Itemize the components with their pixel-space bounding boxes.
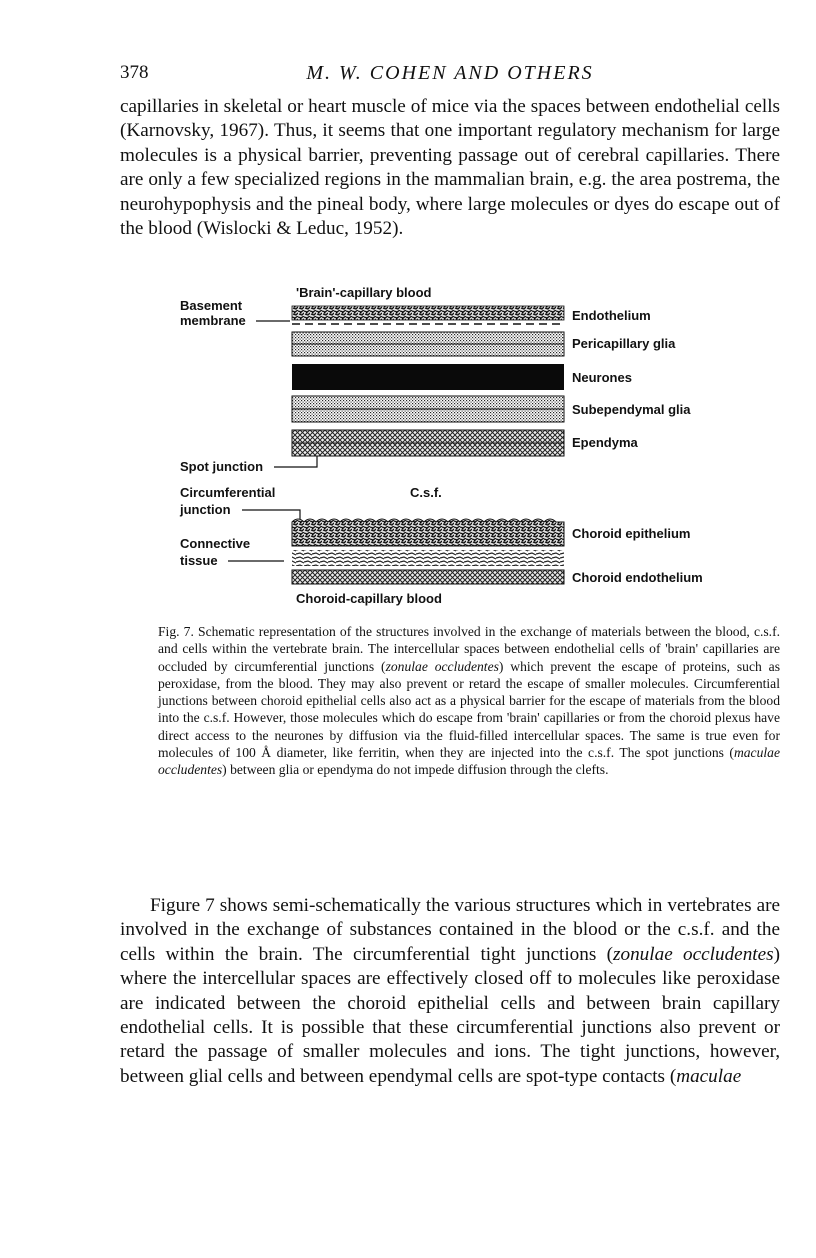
choroid-endothelium-label: Choroid endothelium — [572, 570, 703, 585]
basement-label-1: Basement — [180, 298, 243, 313]
caption-text-1: Fig. 7. Schematic representation of the structures involved in the exchange of materials between the blood, c.s.f. and cells within the vertebrate brain. The intercellular spaces between endothelial cells of 'brain' capillaries are occluded by circumferential junctions ( — [158, 624, 780, 674]
csf-label: C.s.f. — [410, 485, 442, 500]
pericapillary-glia-label: Pericapillary glia — [572, 336, 676, 351]
endothelium-label: Endothelium — [572, 308, 651, 323]
para2-text-2: ) where the intercellular spaces are effectively closed off to molecules like peroxidase are indicated between the choroid epithelial cells and between brain capillary endothelial cells. It is possible that these circumferential junctions also prevent or retard the passage of smaller molecules and ions. The tight junctions, however, between glial cells and between ependymal cells are spot-type contacts ( — [120, 943, 781, 1087]
choroid-epithelium-layer — [292, 519, 564, 546]
choroid-capillary-blood-label: Choroid-capillary blood — [296, 591, 442, 606]
caption-text-2: ) which prevent the escape of proteins, such as peroxidase, from the blood. They may also prevent or retard the escape of smaller molecules. Circumferential junctions between choroid epithelial cells also act as a physical barrier for the escape of materials from the blood into the c.s.f. However, those molecules which do escape from 'brain' capillaries or from the choroid plexus have direct access to the neurones by diffusion via the fluid-filled intercellular spaces. The same is true even for molecules of 100 Å diameter, like ferritin, when they are injected into the c.s.f. The spot junctions ( — [158, 658, 780, 761]
ependyma-layer — [292, 430, 564, 456]
body-paragraph-1: capillaries in skeletal or heart muscle of mice via the spaces between endothelial cells (Karnovsky, 1967). Thus, it seems that one important regulatory mechanism for large molecules is a physical barrier, preventing passage out of cerebral capillaries. There are only a few specialized regions in the mammalian brain, e.g. the area postrema, the neurohypophysis and the pineal body, where large molecules or dyes do escape out of the blood (Wislocki & Leduc, 1952). — [120, 96, 780, 240]
endothelium-layer — [292, 306, 564, 324]
choroid-epithelium-label: Choroid epithelium — [572, 526, 691, 541]
connective-tissue-label-2: tissue — [180, 553, 218, 568]
subependymal-glia-label: Subependymal glia — [572, 402, 691, 417]
spot-junction-label: Spot junction — [180, 459, 264, 474]
para2-text-1: Figure 7 shows semi-schematically the various structures which in vertebrates are involved in the exchange of substances contained in the blood or the c.s.f. and the cells within the brain. The circumferential tight junctions ( — [120, 895, 780, 965]
para2-italic-2: maculae — [676, 1065, 742, 1087]
para2-italic-1: zonulae occludentes — [613, 943, 774, 965]
circumferential-label-2: junction — [180, 502, 231, 517]
caption-italic-2: maculae occludentes — [158, 745, 780, 778]
connective-tissue-layer — [292, 550, 564, 566]
circumferential-label-1: Circumferential — [180, 485, 276, 500]
figure-caption — [158, 623, 780, 779]
figure-7-diagram — [160, 280, 780, 610]
page-header — [120, 62, 780, 92]
neurones-layer — [292, 364, 564, 390]
neurones-label: Neurones — [572, 370, 632, 385]
choroid-endothelium-layer — [292, 570, 564, 584]
page-number: 378 — [120, 62, 149, 83]
brain-capillary-blood-label: 'Brain'-capillary blood — [296, 285, 432, 300]
subependymal-glia-layer — [292, 396, 564, 422]
ependyma-label: Ependyma — [572, 435, 638, 450]
pericapillary-glia-layer — [292, 332, 564, 356]
caption-italic-1: zonulae occludentes — [385, 658, 499, 674]
running-head: M. W. COHEN AND OTHERS — [306, 62, 594, 84]
caption-text-3: ) between glia or ependyma do not impede diffusion through the clefts. — [222, 762, 609, 778]
basement-label-2: membrane — [180, 313, 246, 328]
connective-tissue-label-1: Connective — [180, 536, 251, 551]
body-paragraph-2 — [120, 894, 780, 1089]
